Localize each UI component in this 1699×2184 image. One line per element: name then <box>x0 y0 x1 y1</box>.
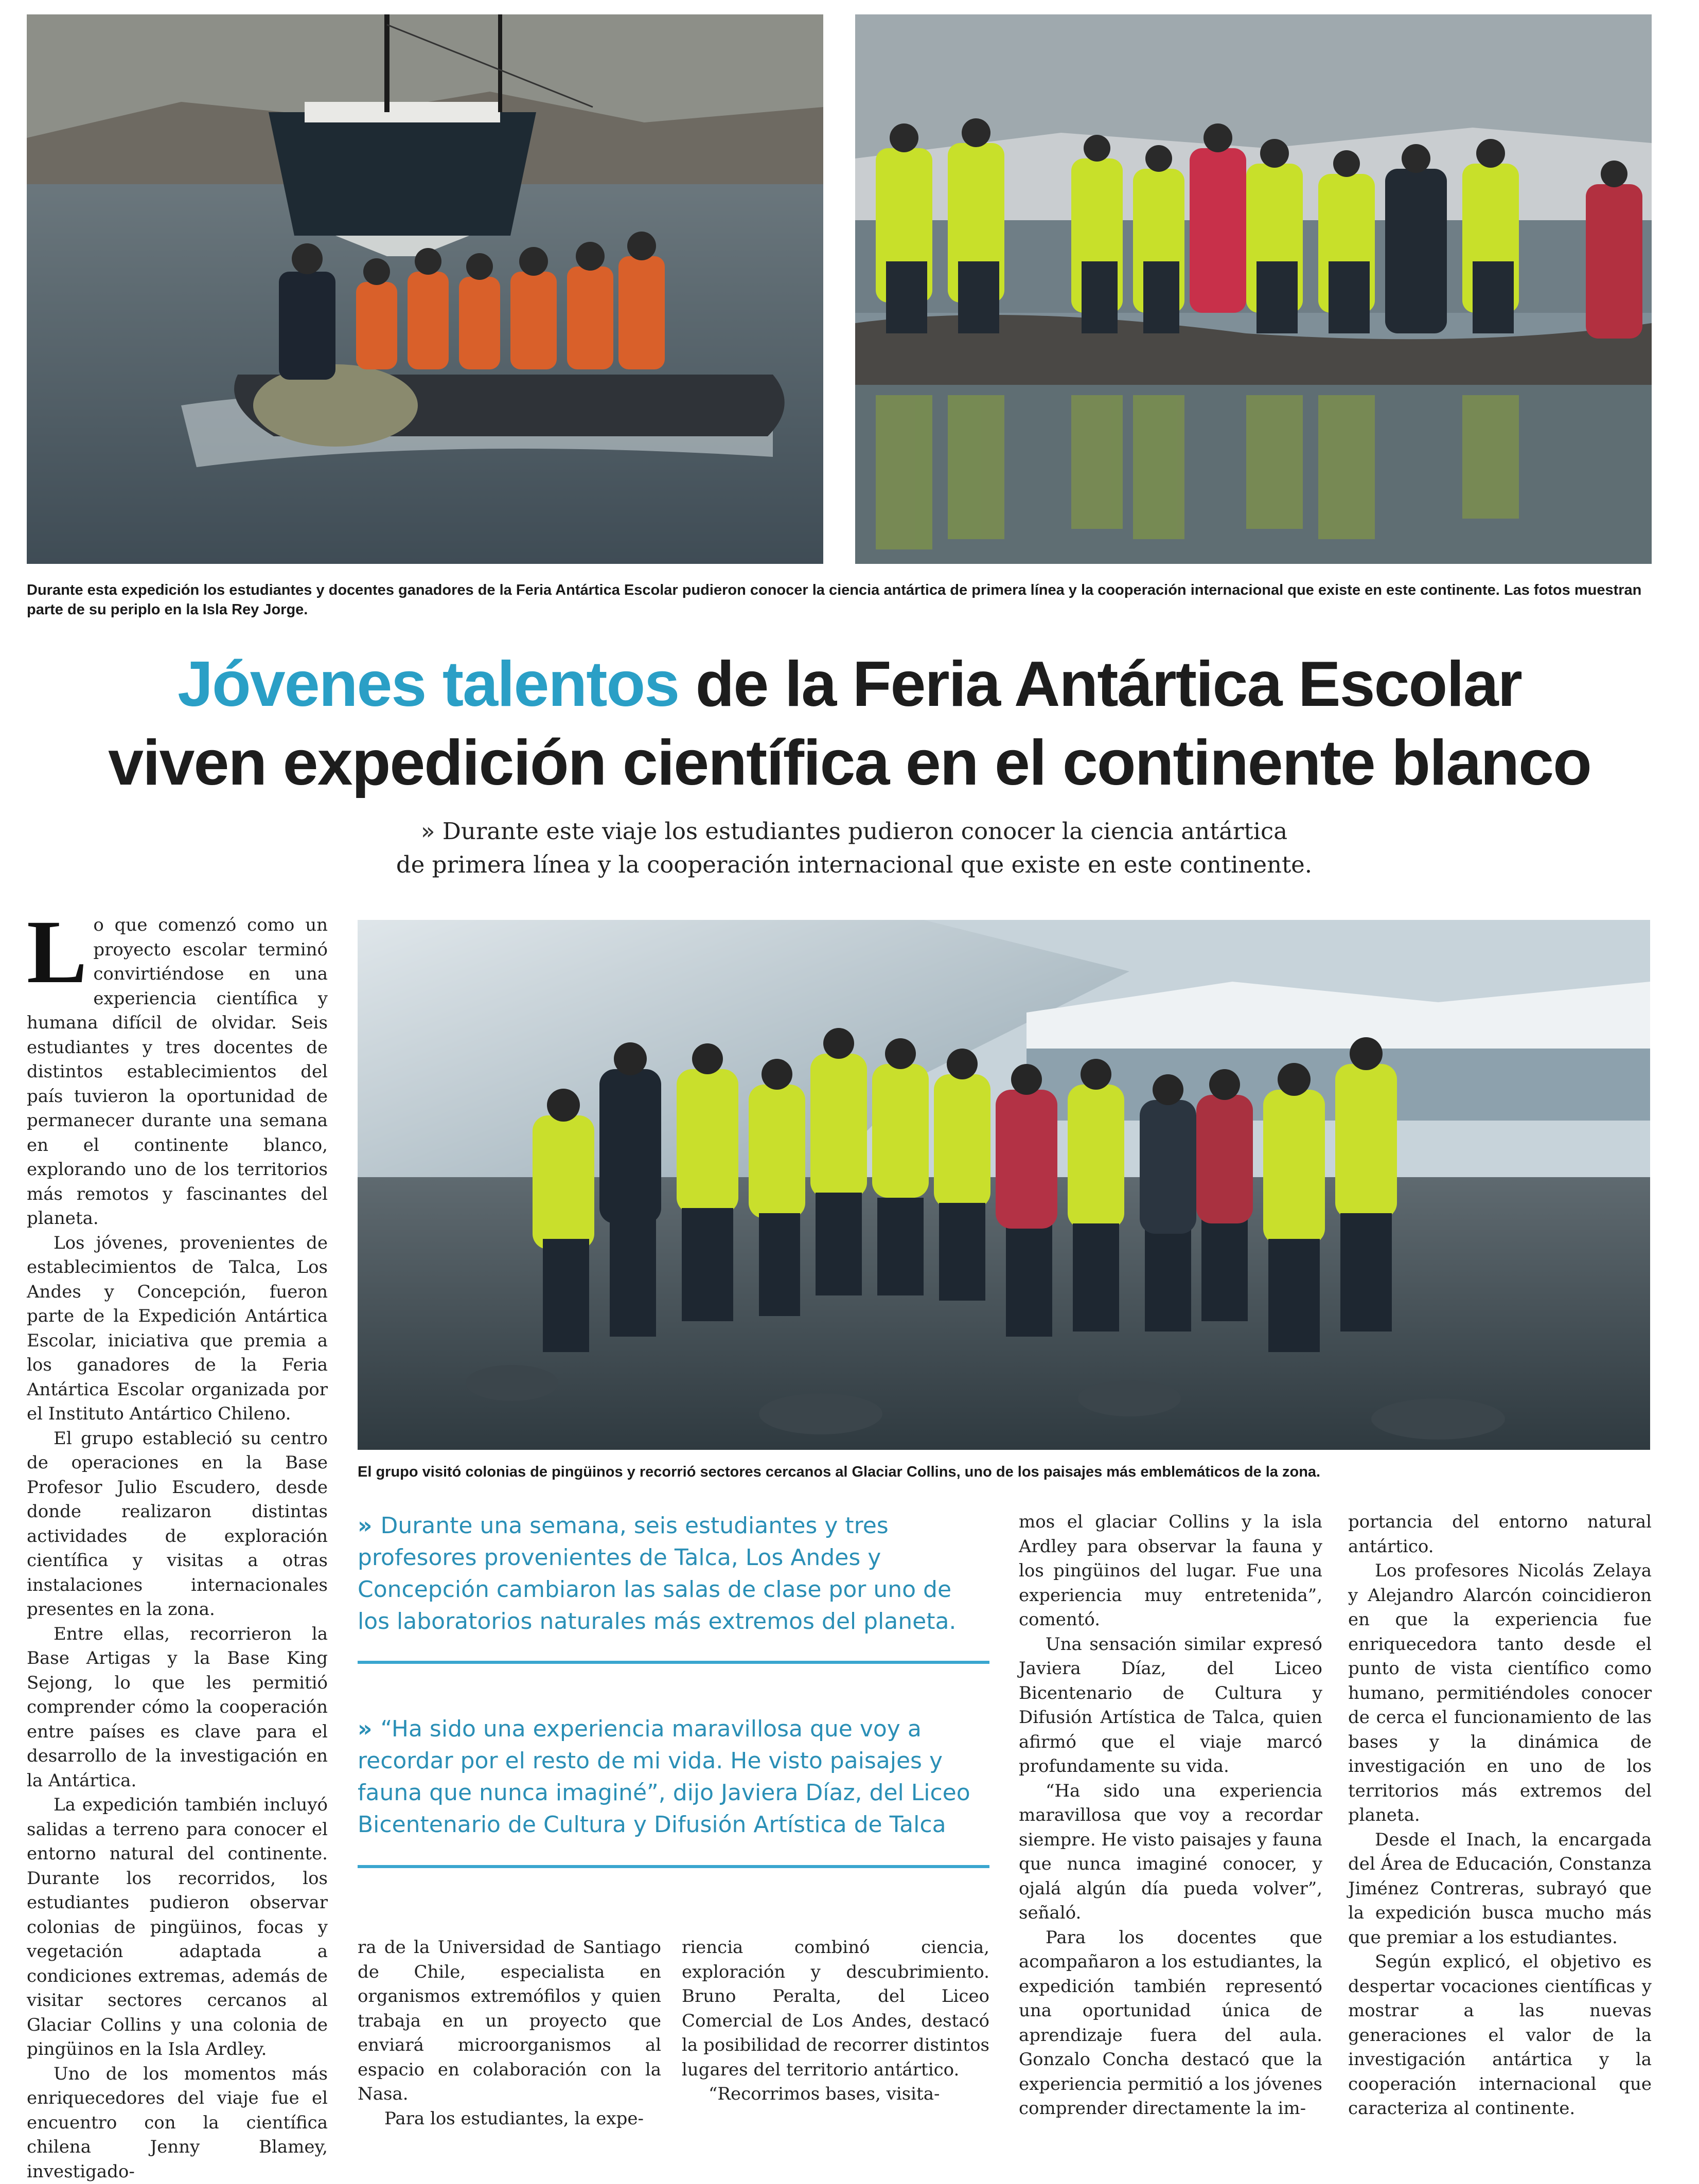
col1-paragraph-text: o que comenzó como un proyecto escolar terminó convirtiéndose en una experiencia científica y humana difícil de olvidar. Seis estudiantes y tres docentes de distintos establecimientos del país tuvieron la oportunidad de permanecer durante una semana en el continente blanco, explorando uno de los territorios más remotos y fascinantes del planeta. <box>27 915 328 1229</box>
body-column-1 <box>27 913 328 2184</box>
col5-paragraph: Los profesores Nicolás Zelaya y Alejandro Alarcón coincidieron en que la experiencia fue enriquecedora tanto desde el punto de vista científico como humano, permitiéndoles conocer de cerca el funcionamiento de las bases y la dinámica de investigación en uno de los territorios más extremos del planeta. <box>1348 1559 1652 1828</box>
col1-paragraph: Los jóvenes, provenientes de establecimientos de Talca, Los Andes y Concepción, fueron parte de la Expedición Antártica Escolar, iniciativa que premia a los ganadores de la Feria Antártica Escolar organizada por el Instituto Antártico Chileno. <box>27 1231 328 1427</box>
col1-paragraph: Uno de los momentos más enriquecedores del viaje fue el encuentro con la científica chilena Jenny Blamey, investigado- <box>27 2062 328 2184</box>
headline-highlight: Jóvenes talentos <box>178 649 679 720</box>
headline-line-2: viven expedición científica en el continente blanco <box>0 724 1699 802</box>
col3-paragraph: “Recorrimos bases, visita- <box>682 2082 989 2107</box>
photo-glacier-group <box>358 920 1650 1450</box>
photo-boat-zodiac <box>27 14 823 564</box>
col2-paragraph: Para los estudiantes, la expe- <box>358 2107 661 2132</box>
col4-paragraph: Para los docentes que acompañaron a los estudiantes, la expedición también representó una oportunidad única de aprendizaje fuera del aula. Gonzalo Concha destacó que la experiencia permitió a los jóvenes comprender directamente la im- <box>1019 1926 1322 2121</box>
col5-paragraph: Según explicó, el objetivo es despertar vocaciones científicas y mostrar a las nuevas generaciones el valor de la investigación antártica y la cooperación internacional que caracteriza al continente. <box>1348 1950 1652 2121</box>
pull-quote-2 <box>358 1713 975 1841</box>
col5-paragraph: portancia del entorno natural antártico. <box>1348 1510 1652 1559</box>
pull-quote-rule <box>358 1865 989 1868</box>
main-photo-caption: El grupo visitó colonias de pingüinos y recorrió sectores cercanos al Glaciar Collins, uno de los paisajes más emblemáticos de la zona. <box>358 1462 1654 1482</box>
body-column-2 <box>358 1936 661 2131</box>
top-photo-caption: Durante esta expedición los estudiantes y docentes ganadores de la Feria Antártica Escolar pudieron conocer la ciencia antártica de primera línea y la cooperación internacional que existe en este continente. Las fotos muestran parte de su periplo en la Isla Rey Jorge. <box>27 580 1653 619</box>
headline-line1-rest: de la Feria Antártica Escolar <box>679 649 1521 720</box>
col4-paragraph: Una sensación similar expresó Javiera Díaz, del Liceo Bicentenario de Cultura y Difusión Artística de Talca, quien afirmó que el viaje marcó profundamente su vida. <box>1019 1632 1322 1779</box>
drop-cap: L <box>27 916 87 988</box>
headline-line-1 <box>0 646 1699 723</box>
deck-line-1 <box>370 815 1338 847</box>
pull-quote-arrow-icon: » <box>358 1716 372 1742</box>
col1-paragraph <box>27 913 328 1231</box>
col4-paragraph: “Ha sido una experiencia maravillosa que voy a recordar siempre. He visto paisajes y fauna que nunca imaginé conocer, y ojalá algún día pueda volver”, señaló. <box>1019 1779 1322 1926</box>
pull-quote-rule <box>358 1661 989 1664</box>
deck-arrow-icon: » <box>421 818 435 845</box>
col3-paragraph: riencia combinó ciencia, exploración y descubrimiento. Bruno Peralta, del Liceo Comercial de Los Andes, destacó la posibilidad de recorrer distintos lugares del territorio antártico. <box>682 1936 989 2082</box>
col2-paragraph: ra de la Universidad de Santiago de Chile, especialista en organismos extremófilos y quien trabaja en un proyecto que enviará microorganismos al espacio en colaboración con la Nasa. <box>358 1936 661 2107</box>
pull-quote-1 <box>358 1510 975 1638</box>
body-column-5 <box>1348 1510 1652 2121</box>
body-column-3 <box>682 1936 989 2107</box>
col1-paragraph: Entre ellas, recorrieron la Base Artigas y la Base King Sejong, lo que les permitió comprender cómo la cooperación entre países es clave para el desarrollo de la investigación en la Antártica. <box>27 1622 328 1794</box>
col1-paragraph: La expedición también incluyó salidas a terreno para conocer el entorno natural del continente. Durante los recorridos, los estudiantes pudieron observar colonias de pingüinos, focas y vegetación adaptada a condiciones extremas, además de visitar sectores cercanos al Glaciar Collins y una colonia de pingüinos en la Isla Ardley. <box>27 1793 328 2062</box>
body-column-4 <box>1019 1510 1322 2121</box>
deck-line-2: de primera línea y la cooperación internacional que existe en este continente. <box>370 849 1338 881</box>
deck-text-1: Durante este viaje los estudiantes pudieron conocer la ciencia antártica <box>443 818 1287 845</box>
pull-quote-1-text: Durante una semana, seis estudiantes y tres profesores provenientes de Talca, Los Andes y Concepción cambiaron las salas de clase por uno de los laboratorios naturales más extremos del planeta. <box>358 1513 956 1635</box>
col5-paragraph: Desde el Inach, la encargada del Área de Educación, Constanza Jiménez Contreras, subrayó que la expedición busca mucho más que premiar a los estudiantes. <box>1348 1828 1652 1950</box>
col4-paragraph: mos el glaciar Collins y la isla Ardley para observar la fauna y los pingüinos del lugar. Fue una experiencia muy entretenida”, comentó. <box>1019 1510 1322 1632</box>
pull-quote-arrow-icon: » <box>358 1513 372 1539</box>
photo-group-shore <box>855 14 1652 564</box>
col1-paragraph: El grupo estableció su centro de operaciones en la Base Profesor Julio Escudero, desde donde realizaron distintas actividades de exploración científica y visitas a otras instalaciones internacionales presentes en la zona. <box>27 1427 328 1622</box>
pull-quote-2-text: “Ha sido una experiencia maravillosa que voy a recordar por el resto de mi vida. He visto paisajes y fauna que nunca imaginé”, dijo Javiera Díaz, del Liceo Bicentenario de Cultura y Difusión Artística de Talca <box>358 1716 970 1838</box>
